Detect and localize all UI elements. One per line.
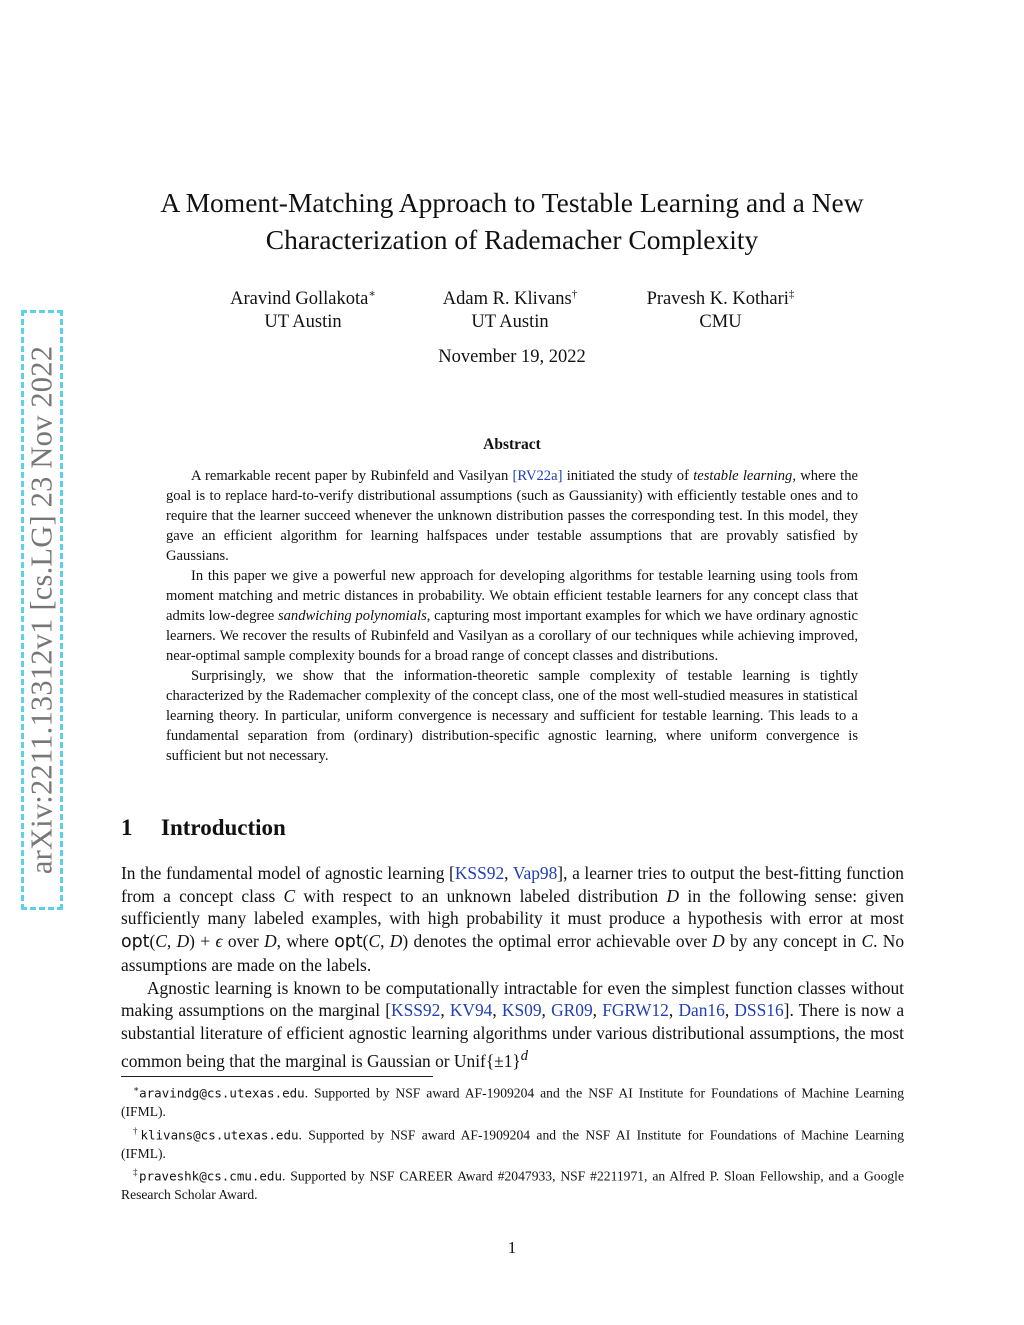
math-symbol: C: [283, 885, 296, 906]
citation-link[interactable]: [RV22a]: [512, 468, 563, 484]
author-affiliation: CMU: [699, 312, 742, 333]
author-block-3: [618, 283, 823, 334]
title-line-2: Characterization of Rademacher Complexity: [265, 224, 759, 255]
footnote-mark: ∗: [133, 1084, 140, 1094]
intro-paragraph-1: In the fundamental model of agnostic learning [KSS92, Vap98], a learner tries to output the best-fitting function from a concept class C with respect to an unknown labeled distribution D in the following sense: given sufficiently many labeled examples, with high probability it must produce a hypothesis with error at most opt(C, D) + ϵ over D, where opt(C, D) denotes the optimal error achievable over D by any concept in C. No assumptions are made on the labels.: [121, 863, 905, 975]
citation-link[interactable]: Vap98: [512, 863, 558, 883]
footnote-rule: [121, 1076, 433, 1077]
abstract-paragraph-1: A remarkable recent paper by Rubinfeld and Vasilyan [RV22a] initiated the study of testable learning, where the goal is to replace hard-to-verify distributional assumptions (such as Gaussianity) with efficiently testable ones and to require that the learner succeed whenever the unknown distribution passes the corresponding test. In this model, they gave an efficient algorithm for learning halfspaces under testable assumptions that are provably satisfied by Gaussians.: [166, 468, 858, 564]
author-name: Pravesh K. Kothari: [646, 289, 789, 310]
paper-title: [100, 184, 924, 258]
citation-link[interactable]: GR09: [551, 1000, 593, 1021]
section-title: Introduction: [161, 815, 286, 840]
author-email: klivans@cs.utexas.edu: [140, 1127, 299, 1143]
author-block-1: [203, 283, 403, 334]
author-email: praveshk@cs.cmu.edu: [138, 1168, 282, 1184]
citation-link[interactable]: FGRW12: [602, 1000, 669, 1021]
emphasis: testable learning: [693, 468, 793, 484]
citation-link[interactable]: KSS92: [391, 1000, 441, 1021]
arxiv-side-stamp: [21, 310, 63, 910]
math-symbol: D: [666, 885, 680, 906]
emphasis: sandwiching polynomials: [277, 608, 427, 624]
abstract-body: [166, 466, 858, 766]
intro-paragraph-2: Agnostic learning is known to be computationally intractable for even the simplest function classes without making assumptions on the marginal [KSS92, KV94, KS09, GR09, FGRW12, Dan16, DSS16]. There is now a substantial literature of efficient agnostic learning algorithms under various distributional assumptions, the most common being that the marginal is Gaussian or $Unif\{\pm 1\}^d$: [121, 977, 905, 1071]
author-name: Aravind Gollakota: [230, 289, 369, 310]
math-expression: opt(C, D) + ϵ: [121, 931, 223, 953]
arxiv-identifier: arXiv:2211.13312v1 [cs.LG] 23 Nov 2022: [24, 345, 59, 875]
citation-link[interactable]: KV94: [449, 1000, 493, 1021]
math-expression: opt(C, D): [334, 931, 409, 953]
abstract-paragraph-2: In this paper we give a powerful new approach for developing algorithms for testable learning using tools from moment matching and metric distances in probability. We obtain efficient testable learners for any concept class that admits low-degree sandwiching polynomials, capturing most important examples for which we have ordinary agnostic learners. We recover the results of Rubinfeld and Vasilyan as a corollary of our techniques while achieving improved, near-optimal sample complexity bounds for a broad range of concept classes and distributions.: [166, 568, 858, 664]
author-affiliation: UT Austin: [471, 312, 549, 333]
footnote-1: ∗aravindg@cs.utexas.edu. Supported by NSF award AF-1909204 and the NSF AI Institute for Foundations of Machine Learning (IFML).: [121, 1084, 904, 1120]
abstract-heading: Abstract: [483, 436, 541, 453]
introduction-body: [121, 862, 904, 1072]
footnotes: [121, 1080, 904, 1205]
page-number: 1: [507, 1238, 517, 1257]
author-block-2: [410, 283, 610, 334]
author-footnote-mark: †: [571, 288, 578, 300]
author-name: Adam R. Klivans: [442, 289, 572, 310]
title-line-1: A Moment-Matching Approach to Testable Learning and a New: [160, 187, 864, 218]
math-superscript: d: [520, 1047, 529, 1064]
footnote-2: †klivans@cs.utexas.edu. Supported by NSF award AF-1909204 and the NSF AI Institute for Foundations of Machine Learning (IFML).: [121, 1125, 905, 1161]
author-email: aravindg@cs.utexas.edu: [139, 1085, 305, 1101]
math-symbol: D: [712, 931, 725, 952]
section-heading: [121, 815, 286, 841]
citation-link[interactable]: Dan16: [678, 1000, 725, 1021]
citation-link[interactable]: DSS16: [734, 1000, 784, 1021]
citation-link[interactable]: KS09: [501, 1000, 542, 1021]
paper-date: November 19, 2022: [438, 347, 586, 367]
footnote-mark: †: [133, 1125, 141, 1136]
math-symbol: D: [264, 931, 277, 952]
author-footnote-mark: ∗: [368, 288, 376, 300]
citation-link[interactable]: KSS92: [454, 863, 505, 883]
author-footnote-mark: ‡: [788, 288, 795, 300]
footnote-3: ‡praveshk@cs.cmu.edu. Supported by NSF CAREER Award #2047933, NSF #2211971, an Alfred P. Sloan Fellowship, and a Google Research Scholar Award.: [121, 1167, 904, 1203]
math-symbol: C: [861, 931, 874, 952]
footnote-mark: ‡: [133, 1167, 139, 1178]
author-affiliation: UT Austin: [264, 312, 342, 333]
math-expression: {±1}: [485, 1050, 521, 1071]
section-number: 1: [121, 815, 133, 840]
abstract-paragraph-3: Surprisingly, we show that the information-theoretic sample complexity of testable learning is tightly characterized by the Rademacher complexity of the concept class, one of the most well-studied measures in statistical learning theory. In particular, uniform convergence is necessary and sufficient for testable learning. This leads to a fundamental separation from (ordinary) distribution-specific agnostic learning, where uniform convergence is sufficient but not necessary.: [166, 668, 858, 764]
